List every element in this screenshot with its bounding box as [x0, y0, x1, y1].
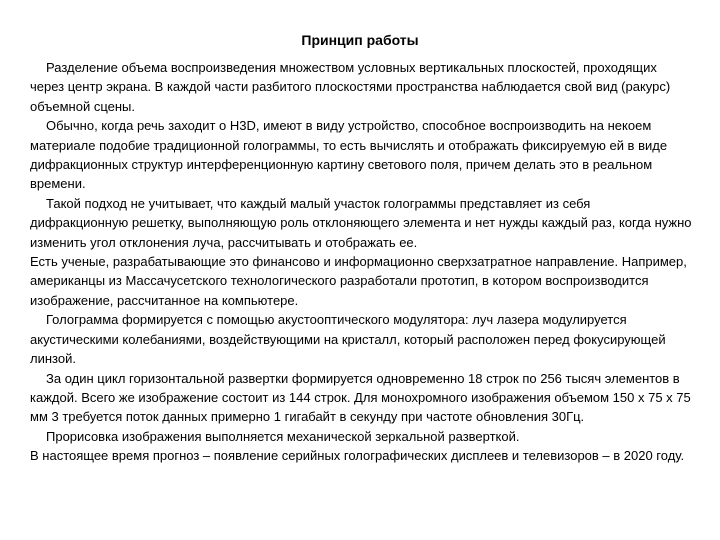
paragraph-5: Голограмма формируется с помощью акустооптического модулятора: луч лазера модулируется акустическими колебаниями, воздействующими на кристалл, который расположен перед фокусирующей линзой. [30, 312, 666, 367]
paragraph-1: Разделение объема воспроизведения множеством условных вертикальных плоскостей, проходящих через центр экрана. В каждой части разбитого плоскостями пространства наблюдается свой вид (ракурс) объемной сцены. [30, 60, 671, 114]
paragraph-7: Прорисовка изображения выполняется механической зеркальной разверткой. [46, 428, 520, 444]
paragraph-3: Такой подход не учитывает, что каждый малый участок голограммы представляет из себя дифракционную решетку, выполняющую роль отклоняющего элемента и нет нужды каждый раз, когда нужно изменить угол отклонения луча, рассчитывать и отображать ее. [30, 195, 692, 250]
paragraph-8: В настоящее время прогноз – появление серийных голографических дисплеев и телевизоров – в 2020 году. [30, 448, 685, 464]
page-title: Принцип работы [301, 32, 419, 48]
paragraph-6: За один цикл горизонтальной развертки формируется одновременно 18 строк по 256 тысяч элементов в каждой. Всего же изображение состоит из 144 строк. Для монохромного изображения объемом 150 х 75 х 75 мм 3 требуется поток данных примерно 1 гигабайт в секунду при частоте обновления 30Гц. [30, 370, 691, 425]
paragraph-4: Есть ученые, разрабатывающие это финансово и информационно сверхзатратное направление. Например, американцы из Массачусетского технологического разработали прототип, в котором воспроизводится изображение, рассчитанное на компьютере. [30, 254, 687, 308]
paragraph-2: Обычно, когда речь заходит о H3D, имеют в виду устройство, способное воспроизводить на некоем материале подобие традиционной голограммы, то есть вычислять и отображать фиксируемую ей в виде дифракционных структур интерференционную картину светового поля, причем делать это в реальном времени. [30, 118, 668, 192]
document-body [30, 58, 692, 466]
